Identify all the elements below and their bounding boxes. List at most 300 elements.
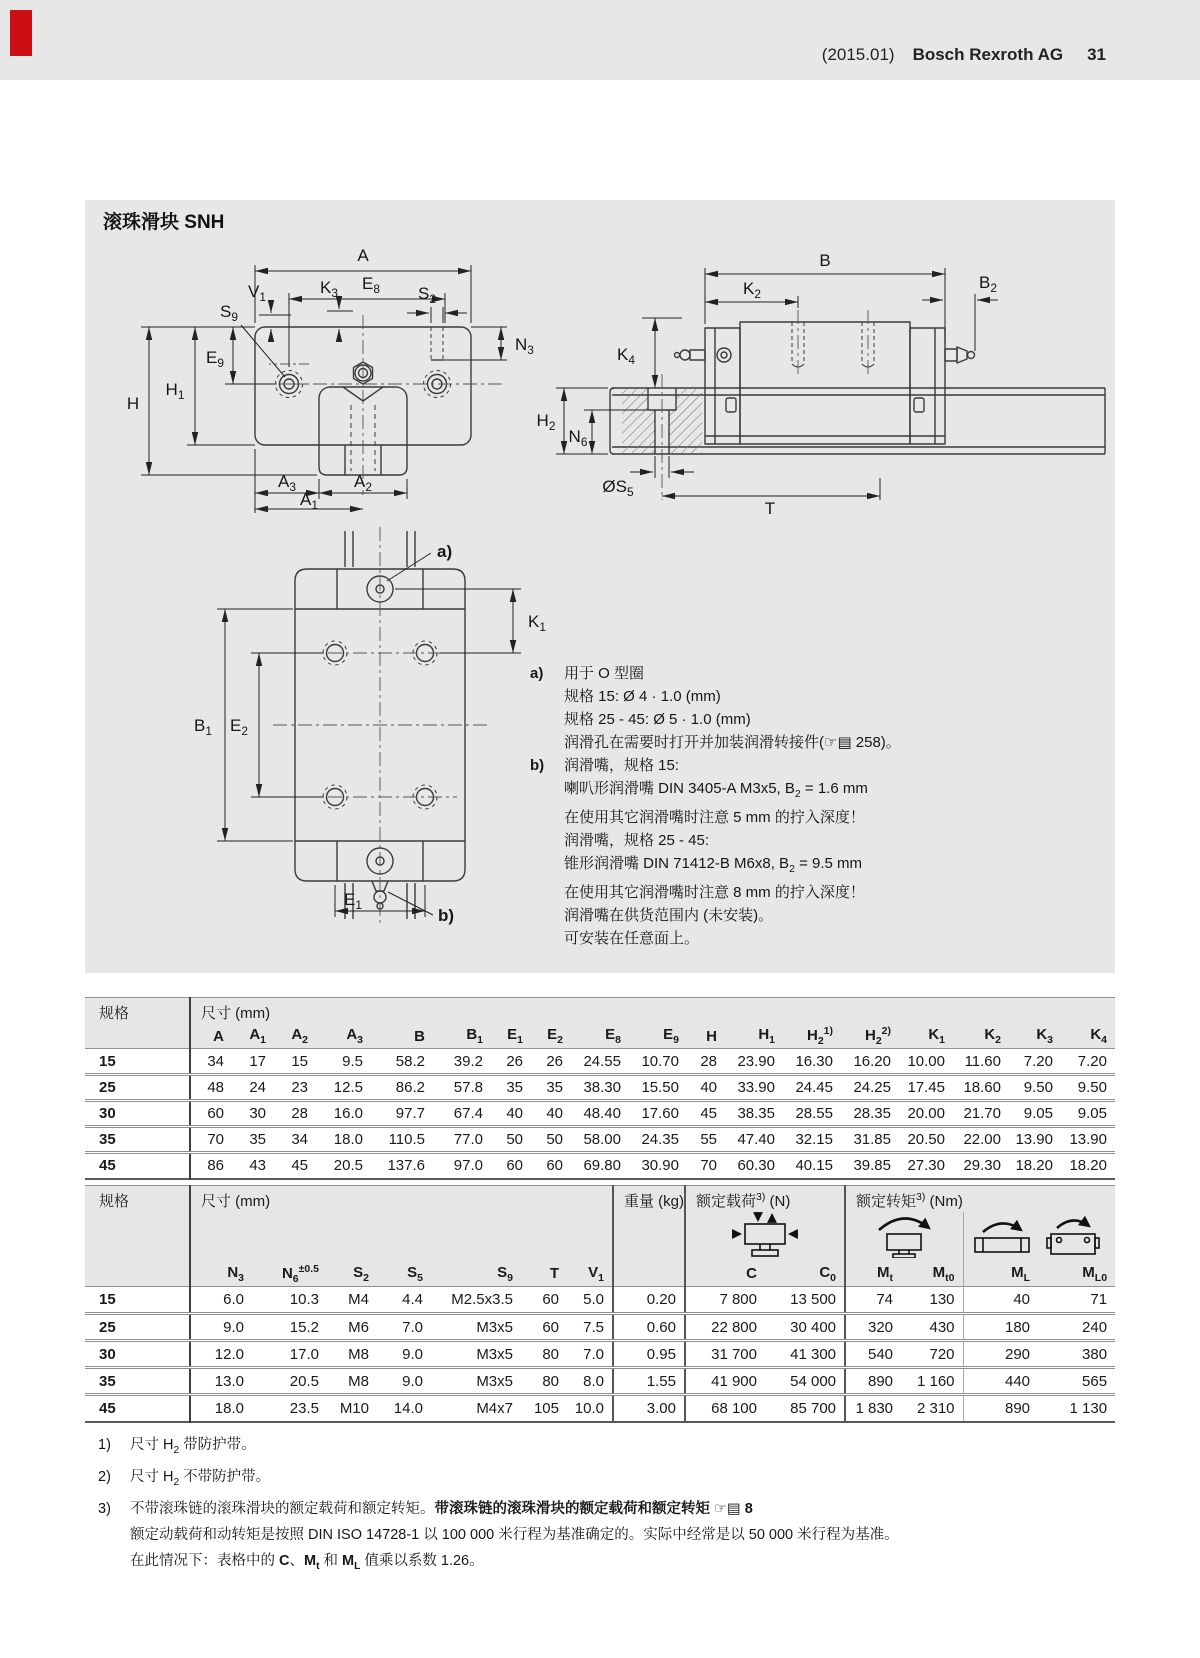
footnotes: [98, 1432, 1118, 1580]
column-header: $E_1$: [491, 1025, 531, 1049]
note-line: 润滑嘴，规格 15:: [564, 757, 680, 774]
load-direction-icon: [685, 1212, 845, 1262]
cell: 9.50: [1009, 1075, 1061, 1101]
column-header: $S_2$: [327, 1262, 377, 1287]
note-block: [98, 1496, 1118, 1580]
cell: 22 800: [685, 1314, 765, 1341]
cell: 290: [963, 1341, 1038, 1368]
cell: 430: [901, 1314, 963, 1341]
cell: 31.85: [841, 1127, 899, 1153]
cell: M10: [327, 1395, 377, 1422]
column-header: $M_{t0}$: [901, 1262, 963, 1287]
cell: 34: [274, 1127, 316, 1153]
note-line: 在使用其它润滑嘴时注意 8 mm 的拧入深度！: [564, 884, 865, 901]
edition-date: (2015.01): [821, 45, 895, 64]
cell: 67.4: [433, 1101, 491, 1127]
column-header: $H_1$: [725, 1025, 783, 1049]
column-header: $A_1$: [232, 1025, 274, 1049]
cell: 105: [521, 1395, 567, 1422]
cell: 12.5: [316, 1075, 371, 1101]
column-header: $M_{L0}$: [1038, 1262, 1115, 1287]
cell: 7 800: [685, 1287, 765, 1314]
cell: 17.0: [252, 1341, 327, 1368]
note-body: [564, 754, 1110, 950]
cell: 30 400: [765, 1314, 845, 1341]
size-cell: 15: [85, 1287, 190, 1314]
cell: 2 310: [901, 1395, 963, 1422]
cell: 13 500: [765, 1287, 845, 1314]
cell: 13.0: [190, 1368, 252, 1395]
size-cell: 30: [85, 1341, 190, 1368]
cell: 7.20: [1009, 1049, 1061, 1075]
dim-label-A1: $A_1$: [300, 490, 318, 512]
dim-label-K2: $K_2$: [743, 279, 761, 301]
dim-label-S5: $ØS_5$: [602, 477, 634, 499]
cell: 18.20: [1009, 1153, 1061, 1179]
t2-torque-header: 额定转矩$^{3)}$ (Nm): [845, 1186, 1115, 1212]
dim-label-T: T: [764, 499, 776, 518]
note-line: 可安装在任意面上。: [564, 930, 700, 947]
table-row: [85, 1153, 1115, 1179]
cell: 69.80: [571, 1153, 629, 1179]
cell: 3.00: [613, 1395, 685, 1422]
cell: 39.2: [433, 1049, 491, 1075]
cell: M4: [327, 1287, 377, 1314]
cell: 7.5: [567, 1314, 613, 1341]
table-row: [85, 1101, 1115, 1127]
cell: 50: [531, 1127, 571, 1153]
cell: 33.90: [725, 1075, 783, 1101]
cell: 16.20: [841, 1049, 899, 1075]
dim-label-K1: $K_1$: [528, 612, 546, 634]
table-row: [85, 1395, 1115, 1422]
cell: 27.30: [899, 1153, 953, 1179]
dim-label-B2: $B_2$: [979, 273, 997, 295]
column-header: $N_3$: [190, 1262, 252, 1287]
front-view-centerlines: [263, 315, 505, 495]
cell: 60.30: [725, 1153, 783, 1179]
cell: 40: [491, 1101, 531, 1127]
cell: 45: [274, 1153, 316, 1179]
cell: M3x5: [431, 1341, 521, 1368]
cell: 9.50: [1061, 1075, 1115, 1101]
cell: 60: [190, 1101, 232, 1127]
cell: 20.00: [899, 1101, 953, 1127]
table-row: [85, 1287, 1115, 1314]
cell: 0.60: [613, 1314, 685, 1341]
size-cell: 45: [85, 1395, 190, 1422]
cell: 9.0: [377, 1341, 431, 1368]
cell: 35: [232, 1127, 274, 1153]
column-header: $B_1$: [433, 1025, 491, 1049]
cell: 8.0: [567, 1368, 613, 1395]
cell: 48: [190, 1075, 232, 1101]
column-header: $K_1$: [899, 1025, 953, 1049]
cell: 57.8: [433, 1075, 491, 1101]
cell: 10.70: [629, 1049, 687, 1075]
cell: 58.00: [571, 1127, 629, 1153]
cell: 38.30: [571, 1075, 629, 1101]
cell: 70: [190, 1127, 232, 1153]
cell: 15.50: [629, 1075, 687, 1101]
note-line: 在使用其它润滑嘴时注意 5 mm 的拧入深度！: [564, 809, 865, 826]
dim-label-H1: $H_1$: [165, 380, 185, 402]
cell: 9.05: [1061, 1101, 1115, 1127]
brand-name: Bosch Rexroth AG: [912, 45, 1064, 64]
cell: 240: [1038, 1314, 1115, 1341]
cell: 54 000: [765, 1368, 845, 1395]
column-header: $E_2$: [531, 1025, 571, 1049]
cell: 20.5: [252, 1368, 327, 1395]
page-header: [0, 0, 1200, 80]
t1-size-header: 规格: [85, 998, 190, 1049]
note-tag: 2): [98, 1468, 111, 1485]
note-block: [98, 1432, 1118, 1464]
note-body: [130, 1464, 1118, 1496]
cell: 540: [845, 1341, 901, 1368]
cell: 9.0: [377, 1368, 431, 1395]
column-header: [613, 1262, 685, 1287]
load-ratings-table: [85, 1185, 1115, 1423]
cell: 50: [491, 1127, 531, 1153]
cell: M6: [327, 1314, 377, 1341]
cell: 30.90: [629, 1153, 687, 1179]
cell: 11.60: [953, 1049, 1009, 1075]
section-index-tab: [10, 10, 32, 56]
cell: 40: [687, 1075, 725, 1101]
cell: 26: [531, 1049, 571, 1075]
column-header: $S_5$: [377, 1262, 431, 1287]
cell: 41 900: [685, 1368, 765, 1395]
column-header: H: [687, 1025, 725, 1049]
dim-label-N3: $N_3$: [515, 335, 534, 357]
column-header: $K_3$: [1009, 1025, 1061, 1049]
cell: 9.0: [190, 1314, 252, 1341]
cell: 7.0: [377, 1314, 431, 1341]
dim-label-A2: $A_2$: [354, 472, 372, 494]
column-header: $N_6^{\pm 0.5}$: [252, 1262, 327, 1287]
cell: 18.60: [953, 1075, 1009, 1101]
cell: 18.20: [1061, 1153, 1115, 1179]
note-block: [530, 754, 1110, 950]
note-tag: a): [530, 665, 544, 682]
dim-label-N6: $N_6$: [568, 427, 588, 449]
cell: 565: [1038, 1368, 1115, 1395]
cell: 28: [687, 1049, 725, 1075]
note-line: 用于 O 型圈: [564, 665, 645, 682]
page-number: 31: [1087, 45, 1106, 64]
dim-label-B: B: [819, 251, 831, 270]
top-view-drawing: [185, 525, 575, 925]
cell: 23.5: [252, 1395, 327, 1422]
t1-dims-header: 尺寸 (mm): [190, 998, 1115, 1025]
size-cell: 25: [85, 1314, 190, 1341]
cell: M2.5x3.5: [431, 1287, 521, 1314]
cell: 24.35: [629, 1127, 687, 1153]
lubrication-notes: [530, 662, 1110, 950]
cell: 32.15: [783, 1127, 841, 1153]
dim-label-V1: $V_1$: [248, 282, 266, 304]
cell: 15: [274, 1049, 316, 1075]
cell: 60: [531, 1153, 571, 1179]
cell: 24: [232, 1075, 274, 1101]
t2-dims-header: 尺寸 (mm): [190, 1186, 613, 1262]
cell: 130: [901, 1287, 963, 1314]
cell: M3x5: [431, 1314, 521, 1341]
table-row: [85, 1075, 1115, 1101]
dim-label-S2: $S_2$: [418, 284, 436, 306]
cell: 23.90: [725, 1049, 783, 1075]
cell: 14.0: [377, 1395, 431, 1422]
cell: 110.5: [371, 1127, 433, 1153]
column-header: $E_8$: [571, 1025, 629, 1049]
cell: 320: [845, 1314, 901, 1341]
column-header: B: [371, 1025, 433, 1049]
side-view-drawing: [530, 238, 1110, 518]
note-body: [130, 1432, 1118, 1464]
cell: 20.50: [899, 1127, 953, 1153]
cell: 12.0: [190, 1341, 252, 1368]
size-cell: 30: [85, 1101, 190, 1127]
note-body: [130, 1496, 1118, 1580]
table-row: [85, 1314, 1115, 1341]
cell: 1 830: [845, 1395, 901, 1422]
side-view-part: [610, 322, 1105, 454]
cell: 45: [687, 1101, 725, 1127]
cell: 720: [901, 1341, 963, 1368]
cell: 35: [531, 1075, 571, 1101]
cell: 890: [963, 1395, 1038, 1422]
table-row: [85, 1341, 1115, 1368]
cell: M8: [327, 1341, 377, 1368]
note-line: 尺寸 $H_2$ 带防护带。: [130, 1437, 256, 1456]
size-cell: 35: [85, 1127, 190, 1153]
cell: 40: [531, 1101, 571, 1127]
column-header: $K_4$: [1061, 1025, 1115, 1049]
column-header: $A_2$: [274, 1025, 316, 1049]
cell: 38.35: [725, 1101, 783, 1127]
cell: 71: [1038, 1287, 1115, 1314]
size-cell: 35: [85, 1368, 190, 1395]
cell: 97.7: [371, 1101, 433, 1127]
side-view-dimensions: [556, 268, 998, 500]
cell: 4.4: [377, 1287, 431, 1314]
cell: 28.55: [783, 1101, 841, 1127]
cell: 24.55: [571, 1049, 629, 1075]
dim-label-E2: $E_2$: [230, 716, 248, 738]
cell: 28: [274, 1101, 316, 1127]
cell: 60: [521, 1287, 567, 1314]
dim-label-A: A: [357, 246, 369, 265]
drawing-panel: [85, 200, 1115, 973]
note-line: 润滑孔在需要时打开并加装润滑转接件(☞▤ 258)。: [564, 734, 901, 751]
cell: 16.30: [783, 1049, 841, 1075]
top-view-centerlines: [273, 527, 487, 923]
cell: 48.40: [571, 1101, 629, 1127]
cell: 0.20: [613, 1287, 685, 1314]
note-line: 锥形润滑嘴 DIN 71412-B M6x8, $B_2 = 9.5$ mm: [564, 855, 863, 875]
dim-label-S9: $S_9$: [220, 302, 238, 324]
note-line: 不带滚珠链的滚珠滑块的额定载荷和额定转矩。带滚珠链的滚珠滑块的额定载荷和额定转矩 ☞▤ 8: [130, 1500, 753, 1517]
cell: 7.20: [1061, 1049, 1115, 1075]
cell: 47.40: [725, 1127, 783, 1153]
column-header: $M_t$: [845, 1262, 901, 1287]
cell: 17: [232, 1049, 274, 1075]
cell: 86: [190, 1153, 232, 1179]
column-header: $S_9$: [431, 1262, 521, 1287]
cell: 85 700: [765, 1395, 845, 1422]
panel-title: 滚珠滑块 SNH: [103, 212, 225, 233]
note-line: 润滑嘴在供货范围内 (未安装)。: [564, 907, 774, 924]
dim-label-K4: $K_4$: [617, 345, 635, 367]
cell: 9.05: [1009, 1101, 1061, 1127]
cell: 5.0: [567, 1287, 613, 1314]
column-header: $V_1$: [567, 1262, 613, 1287]
cell: 10.00: [899, 1049, 953, 1075]
cell: 24.45: [783, 1075, 841, 1101]
cell: 22.00: [953, 1127, 1009, 1153]
cell: 13.90: [1009, 1127, 1061, 1153]
cell: 86.2: [371, 1075, 433, 1101]
cell: 15.2: [252, 1314, 327, 1341]
note-line: 喇叭形润滑嘴 DIN 3405-A M3x5, $B_2 = 1.6$ mm: [564, 780, 868, 800]
cell: 1 130: [1038, 1395, 1115, 1422]
cell: 17.60: [629, 1101, 687, 1127]
column-header: $A_3$: [316, 1025, 371, 1049]
cell: 41 300: [765, 1341, 845, 1368]
torque-ml-icons: [963, 1212, 1115, 1262]
cell: 9.5: [316, 1049, 371, 1075]
dim-label-E9: $E_9$: [206, 348, 224, 370]
note-tag: 1): [98, 1437, 111, 1453]
table-row: [85, 1049, 1115, 1075]
note-line: 规格 15: Ø 4 · 1.0 (mm): [564, 688, 721, 705]
cell: 440: [963, 1368, 1038, 1395]
cell: 20.5: [316, 1153, 371, 1179]
cell: 137.6: [371, 1153, 433, 1179]
column-header: A: [190, 1025, 232, 1049]
note-line: 尺寸 $H_2$ 不带防护带。: [130, 1468, 271, 1488]
cell: 890: [845, 1368, 901, 1395]
cell: 39.85: [841, 1153, 899, 1179]
cell: 0.95: [613, 1341, 685, 1368]
cell: M3x5: [431, 1368, 521, 1395]
dim-label-H2: $H_2$: [536, 411, 556, 433]
note-line: 润滑嘴，规格 25 - 45:: [564, 832, 710, 849]
column-header: T: [521, 1262, 567, 1287]
cell: 380: [1038, 1341, 1115, 1368]
note-line: 在此情况下：表格中的 C、$M_t$ 和 $M_L$ 值乘以系数 1.26。: [130, 1552, 484, 1572]
cell: 10.0: [567, 1395, 613, 1422]
cell: 17.45: [899, 1075, 953, 1101]
dim-label-B1: $B_1$: [194, 716, 212, 738]
t2-size-header: 规格: [85, 1186, 190, 1287]
cell: 77.0: [433, 1127, 491, 1153]
cell: 30: [232, 1101, 274, 1127]
cell: 60: [521, 1314, 567, 1341]
column-header: $E_9$: [629, 1025, 687, 1049]
cell: 74: [845, 1287, 901, 1314]
cell: 180: [963, 1314, 1038, 1341]
dim-label-E1: $E_1$: [344, 890, 362, 912]
column-header: $M_L$: [963, 1262, 1038, 1287]
cell: 26: [491, 1049, 531, 1075]
cell: 1 160: [901, 1368, 963, 1395]
cell: 34: [190, 1049, 232, 1075]
size-cell: 45: [85, 1153, 190, 1179]
top-view-dimensions: [217, 553, 521, 917]
column-header: $H_2^{2)}$: [841, 1025, 899, 1049]
cell: 29.30: [953, 1153, 1009, 1179]
cell: 68 100: [685, 1395, 765, 1422]
cell: 55: [687, 1127, 725, 1153]
table-row: [85, 1368, 1115, 1395]
cell: 18.0: [316, 1127, 371, 1153]
note-block: [530, 662, 1110, 754]
t2-load-header: 额定载荷$^{3)}$ (N): [685, 1186, 845, 1212]
cell: 7.0: [567, 1341, 613, 1368]
cell: 18.0: [190, 1395, 252, 1422]
size-cell: 25: [85, 1075, 190, 1101]
note-tag: 3): [98, 1500, 111, 1517]
cell: 40: [963, 1287, 1038, 1314]
cell: 24.25: [841, 1075, 899, 1101]
cell: 35: [491, 1075, 531, 1101]
cell: M8: [327, 1368, 377, 1395]
front-view-drawing: [105, 227, 545, 515]
cell: 70: [687, 1153, 725, 1179]
cell: 97.0: [433, 1153, 491, 1179]
cell: 43: [232, 1153, 274, 1179]
table-row: [85, 1127, 1115, 1153]
callout-b: b): [438, 906, 455, 925]
note-line: 规格 25 - 45: Ø 5 · 1.0 (mm): [564, 711, 751, 728]
cell: 80: [521, 1368, 567, 1395]
cell: 58.2: [371, 1049, 433, 1075]
note-tag: b): [530, 757, 545, 774]
cell: 23: [274, 1075, 316, 1101]
cell: 80: [521, 1341, 567, 1368]
column-header: C: [685, 1262, 765, 1287]
cell: 1.55: [613, 1368, 685, 1395]
cell: 28.35: [841, 1101, 899, 1127]
dim-label-A3: $A_3$: [278, 472, 296, 494]
dim-label-K3: $K_3$: [320, 278, 338, 300]
dim-label-H: H: [126, 394, 140, 413]
t2-weight-header: 重量 (kg): [613, 1186, 685, 1262]
column-header: $K_2$: [953, 1025, 1009, 1049]
column-header: $C_0$: [765, 1262, 845, 1287]
cell: 31 700: [685, 1341, 765, 1368]
cell: 16.0: [316, 1101, 371, 1127]
cell: M4x7: [431, 1395, 521, 1422]
cell: 60: [491, 1153, 531, 1179]
dimensions-table: [85, 997, 1115, 1180]
cell: 10.3: [252, 1287, 327, 1314]
note-body: [564, 662, 1110, 754]
note-block: [98, 1464, 1118, 1496]
cell: 40.15: [783, 1153, 841, 1179]
cell: 13.90: [1061, 1127, 1115, 1153]
cell: 6.0: [190, 1287, 252, 1314]
column-header: $H_2^{1)}$: [783, 1025, 841, 1049]
torque-mt-icon: [845, 1212, 963, 1262]
size-cell: 15: [85, 1049, 190, 1075]
header-text: [822, 45, 1106, 65]
callout-a: a): [437, 542, 453, 561]
dim-label-E8: $E_8$: [362, 274, 380, 296]
cell: 21.70: [953, 1101, 1009, 1127]
